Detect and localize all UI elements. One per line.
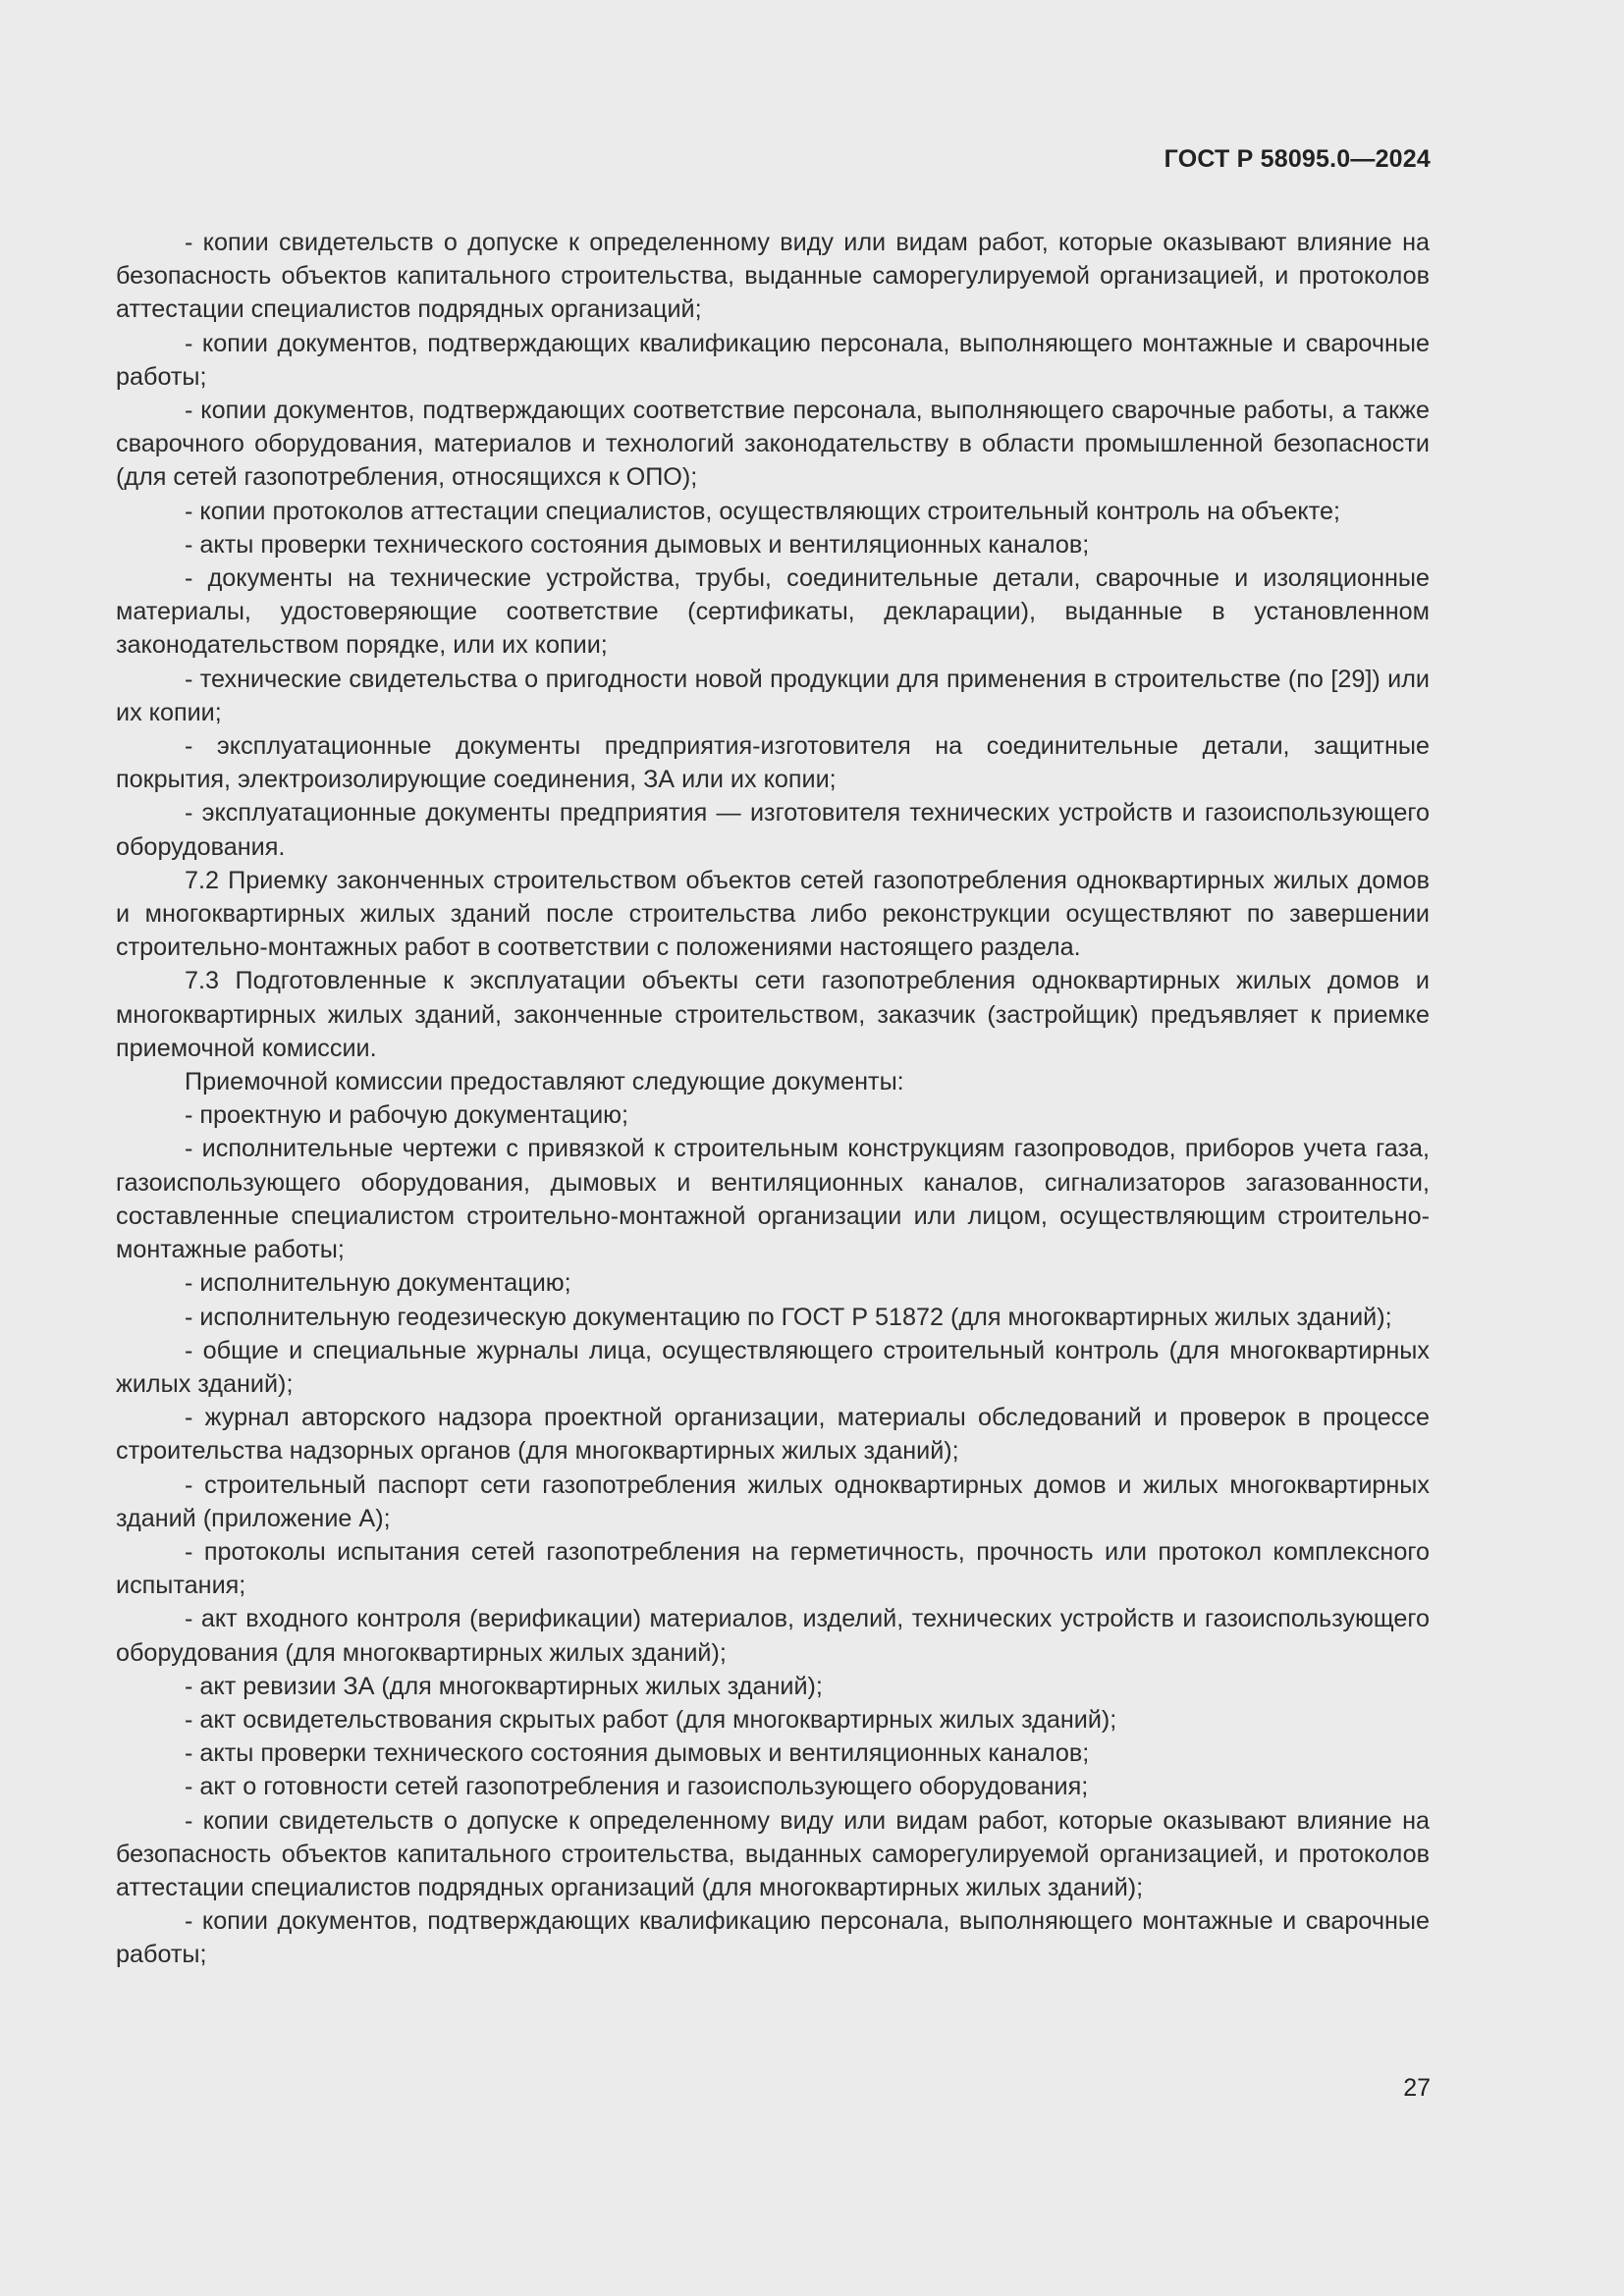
paragraph: - журнал авторского надзора проектной организации, материалы обследований и проверок в процессе строительства надзорных органов (для многоквартирных жилых зданий);: [116, 1404, 1430, 1466]
paragraph: - документы на технические устройства, трубы, соединительные детали, сварочные и изоляционные материалы, удостоверяющие соответствие (сертификаты, декларации), выданные в установленном законодательством порядке, или их копии;: [116, 564, 1430, 660]
paragraph: - акт о готовности сетей газопотребления и газоиспользующего оборудования;: [185, 1773, 1089, 1801]
paragraph: - эксплуатационные документы предприятия-изготовителя на соединительные детали, защитные покрытия, электроизолирующие соединения, ЗА или их копии;: [116, 732, 1430, 794]
paragraph: - акты проверки технического состояния дымовых и вентиляционных каналов;: [185, 1739, 1090, 1768]
paragraph: - копии свидетельств о допуске к определенному виду или видам работ, которые оказывают влияние на безопасность объектов капитального строительства, выданных саморегулируемой организацией, и протоколов аттестации специалистов подрядных организаций (для многоквартирных жилых зданий);: [116, 1806, 1430, 1901]
page-number: 27: [1403, 2074, 1431, 2102]
paragraph: - акт входного контроля (верификации) материалов, изделий, технических устройств и газоиспользующего оборудования (для многоквартирных жилых зданий);: [116, 1605, 1430, 1667]
paragraph: - общие и специальные журналы лица, осуществляющего строительный контроль (для многоквартирных жилых зданий);: [116, 1336, 1430, 1398]
paragraph: - копии протоколов аттестации специалистов, осуществляющих строительный контроль на объекте;: [185, 497, 1340, 525]
paragraph: Приемочной комиссии предоставляют следующие документы:: [185, 1068, 904, 1096]
paragraph: - технические свидетельства о пригодности новой продукции для применения в строительстве (по [29]) или их копии;: [116, 665, 1430, 726]
paragraph: - протоколы испытания сетей газопотребления на герметичность, прочность или протокол комплексного испытания;: [116, 1537, 1430, 1600]
paragraph: - проектную и рабочую документацию;: [185, 1101, 629, 1130]
paragraph: - исполнительную документацию;: [185, 1269, 571, 1298]
paragraph: - акты проверки технического состояния дымовых и вентиляционных каналов;: [185, 530, 1090, 559]
paragraph: - эксплуатационные документы предприятия — изготовителя технических устройств и газоиспользующего оборудования.: [116, 799, 1430, 861]
paragraph: - копии документов, подтверждающих квалификацию персонала, выполняющего монтажные и сварочные работы;: [116, 329, 1430, 391]
section-7-2-paragraph: 7.2 Приемку законченных строительством объектов сетей газопотребления одноквартирных жилых домов и многоквартирных жилых зданий после строительства либо реконструкции осуществляют по завершении строительно-монтажных работ в соответствии с положениями настоящего раздела.: [116, 866, 1430, 962]
standard-code-header: ГОСТ Р 58095.0—2024: [1164, 145, 1431, 173]
paragraph: - копии документов, подтверждающих квалификацию персонала, выполняющего монтажные и сварочные работы;: [116, 1907, 1430, 1969]
paragraph: - копии свидетельств о допуске к определенному виду или видам работ, которые оказывают влияние на безопасность объектов капитального строительства, выданные саморегулируемой организацией, и протоколов аттестации специалистов подрядных организаций;: [116, 229, 1430, 324]
paragraph: - акт ревизии ЗА (для многоквартирных жилых зданий);: [185, 1672, 823, 1700]
paragraph: - исполнительные чертежи с привязкой к строительным конструкциям газопроводов, приборов учета газа, газоиспользующего оборудования, дымовых и вентиляционных каналов, сигнализаторов загазованности, составленные специалистом строительно-монтажной организации или лицом, осуществляющим строительно-монтажные работы;: [116, 1135, 1430, 1264]
paragraph: - исполнительную геодезическую документацию по ГОСТ Р 51872 (для многоквартирных жилых зданий);: [185, 1303, 1392, 1331]
document-body: [116, 226, 1430, 1972]
section-7-3-paragraph: 7.3 Подготовленные к эксплуатации объекты сети газопотребления одноквартирных жилых домов и многоквартирных жилых зданий, законченные строительством, заказчик (застройщик) предъявляет к приемке приемочной комиссии.: [116, 967, 1430, 1062]
paragraph: - акт освидетельствования скрытых работ (для многоквартирных жилых зданий);: [185, 1705, 1117, 1734]
paragraph: - строительный паспорт сети газопотребления жилых одноквартирных домов и жилых многоквартирных зданий (приложение А);: [116, 1470, 1430, 1532]
paragraph: - копии документов, подтверждающих соответствие персонала, выполняющего сварочные работы, а также сварочного оборудования, материалов и технологий законодательству в области промышленной безопасности (для сетей газопотребления, относящихся к ОПО);: [116, 397, 1430, 492]
